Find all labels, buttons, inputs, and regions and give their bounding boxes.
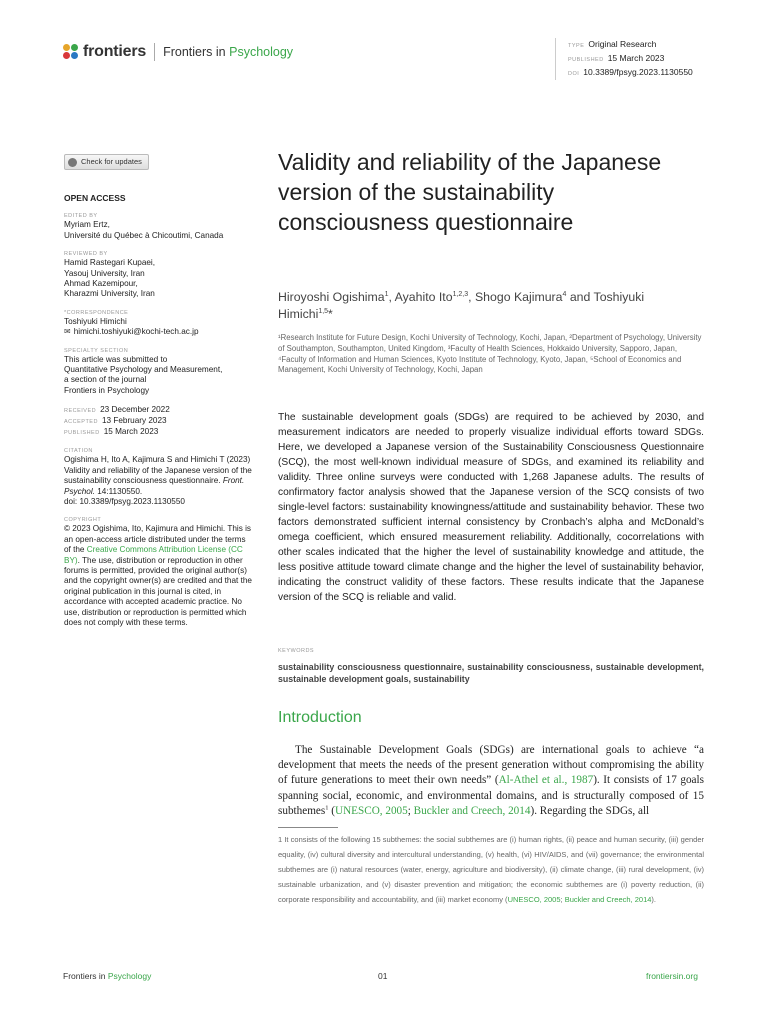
citation-link[interactable]: UNESCO, 2005: [335, 804, 408, 817]
frontiers-logo-icon: [63, 44, 79, 60]
published-label: PUBLISHED: [568, 57, 604, 63]
copyright-text: © 2023 Ogishima, Ito, Kajimura and Himichi. This is an open-access article distributed under the terms of the: [64, 524, 251, 555]
affiliations: ¹Research Institute for Future Design, Kochi University of Technology, Kochi, Japan, ²Department of Psychology, University of Southampton, Southampton, United Kingdom, ³Faculty of Health Sciences, Hokkaido University, Sapporo, Japan, ⁴Faculty of Information and Human Sciences, Kyoto Institute of Technology, Kyoto, Japan, ⁵School of Economics and Management, Kochi University of Technology, Kochi, Japan: [278, 333, 702, 375]
copyright: [64, 524, 254, 628]
correspondence-name: Toshiyuki Himichi: [64, 316, 127, 326]
keywords-label: KEYWORDS: [278, 648, 315, 654]
footnote-text: 1 It consists of the following 15 subthemes: the social subthemes are (i) human rights, (ii) peace and human security, (iii) gender equality, (iv) cultural diversity and intercultural understanding, (v) health, (vi) HIV/AIDS, and (vii) governance; the environmental subthemes are (i) natural resources (water, energy, agriculture and biodiversity), (ii) climate change, (iii) rural development, (iv) sustainable urbanization, and (v) disaster prevention and mitigation; the economic subthemes are (i) poverty reduction, (ii) corporate responsibility and accountability, and (iii) market economy (: [278, 835, 704, 904]
accepted-label: ACCEPTED: [64, 419, 98, 426]
citation-journal: Front. Psychol.: [64, 476, 245, 496]
correspondence-email[interactable]: himichi.toshiyuki@kochi-tech.ac.jp: [73, 327, 199, 337]
journal-prefix: Frontiers in: [163, 45, 226, 59]
mail-icon: ✉: [64, 327, 71, 337]
author-name[interactable]: Shogo Kajimura: [474, 290, 563, 304]
author-name[interactable]: Hiroyoshi Ogishima: [278, 290, 385, 304]
logo-dot-green: [71, 44, 78, 51]
license-link[interactable]: Creative Commons Attribution License (CC BY): [64, 545, 243, 565]
type-label: TYPE: [568, 43, 585, 49]
published-value: 15 March 2023: [607, 53, 665, 63]
author-name[interactable]: Ayahito Ito: [394, 290, 453, 304]
intro-paragraph: [278, 743, 704, 819]
keywords: sustainability consciousness questionnaire, sustainability consciousness, sustainable development, sustainable development goals, sustainability: [278, 662, 704, 684]
author-affiliation: 4: [562, 290, 567, 298]
author-list: Hiroyoshi Ogishima$^1$, Ayahito Ito$^{1,2,3}$, Shogo Kajimura$^4$ and Toshiyuki Himichi$^{1,5}$*: [278, 290, 645, 321]
article-title: Validity and reliability of the Japanese version of the sustainability consciousness questionnaire: [278, 149, 662, 235]
published-date: 15 March 2023: [103, 427, 159, 437]
abstract: The sustainable development goals (SDGs) are required to be achieved by 2030, and measurement indicators are needed to properly visualize individual efforts toward SDGs. Here, we developed a Japanese version of the Sustainability Consciousness Questionnaire (SCQ), the most well-known individual measure of SDGs, and examined its reliability and validity. Three online surveys were conducted with 1,268 Japanese adults. The results of confirmatory factor analysis showed that the Japanese version of the SCQ consists of two single-level factors: sustainability knowingness/attitude and sustainability behavior. These two factors demonstrated sufficient internal consistency by Cronbach’s alpha and McDonald’s omega coefficient, which ensured measurement reliability. Additionally, cocorrelations with other scales indicated that the higher the level of sustainability knowledge and attitude, the less positive attitude toward climate change and the higher the level of sustainability behavior, indicating the construct validity of these factors. These results indicate that the Japanese version of the SCQ is reliable and valid.: [278, 412, 704, 603]
body-text: ). Regarding the SDGs, all: [530, 804, 650, 817]
copyright-terms: . The use, distribution or reproduction in other forums is permitted, provided the original author(s) and the copyright owner(s) are credited and that the original publication in this journal is cited, in accordance with accepted academic practice. No use, distribution or reproduction is permitted which does not comply with these terms.: [64, 555, 252, 627]
check-updates-label: Check for updates: [81, 156, 142, 166]
footnote-divider: [278, 827, 338, 828]
edited-by-label: EDITED BY: [64, 213, 98, 220]
footer-site-link[interactable]: frontiersin.org: [646, 971, 698, 981]
logo-divider: [154, 43, 155, 61]
citation-text: Ogishima H, Ito A, Kajimura S and Himichi T (2023) Validity and reliability of the Japanese version of the sustainability consciousness questionnaire.: [64, 455, 252, 486]
footer-journal-name: Psychology: [107, 971, 152, 981]
author-affiliation: 1,2,3: [452, 290, 469, 298]
edited-by: Myriam Ertz, Université du Québec à Chicoutimi, Canada: [64, 220, 224, 240]
citation-link[interactable]: Al-Athel et al., 1987: [498, 774, 594, 787]
open-access-label: OPEN ACCESS: [64, 193, 126, 203]
author-name[interactable]: Toshiyuki Himichi: [278, 290, 645, 321]
footnote-ref[interactable]: 1: [325, 804, 329, 812]
correspondence-email-row: [64, 327, 254, 337]
footnote-text: ).: [651, 895, 656, 904]
footer-journal: [63, 971, 151, 981]
reviewed-by-label: REVIEWED BY: [64, 251, 108, 258]
journal-name: [163, 45, 293, 59]
article-meta: [555, 38, 693, 80]
accepted-date: 13 February 2023: [101, 416, 167, 426]
update-check-icon: [68, 158, 77, 167]
page-number: 01: [378, 971, 388, 981]
journal-logo[interactable]: [63, 43, 293, 61]
citation-link[interactable]: UNESCO, 2005: [507, 895, 561, 904]
body-text: (: [328, 804, 336, 817]
footnote: [278, 832, 704, 907]
reviewed-by: Hamid Rastegari Kupaei, Yasouj University, Iran Ahmad Kazemipour, Kharazmi University, Iran: [64, 258, 156, 299]
specialty-label: SPECIALTY SECTION: [64, 347, 129, 354]
logo-dot-orange: [63, 44, 70, 51]
correspondence-label: *CORRESPONDENCE: [64, 309, 129, 316]
received-label: RECEIVED: [64, 408, 97, 415]
corresponding-mark: *: [328, 307, 333, 321]
received-date: 23 December 2022: [100, 405, 170, 415]
footnote-text: ;: [560, 895, 565, 904]
logo-dot-blue: [71, 52, 78, 59]
author-conjunction: and: [569, 290, 591, 304]
logo-dot-red: [63, 52, 70, 59]
citation-link[interactable]: Buckler and Creech, 2014: [413, 804, 531, 817]
body-text: ). It consists of 17 goals spanning social, economic, and environmental domains, and is structurally composed of 15 subthemes: [278, 774, 704, 817]
citation-doi: 14:1130550. doi: 10.3389/fpsyg.2023.1130550: [64, 486, 185, 506]
footer-prefix: Frontiers in: [63, 971, 106, 981]
doi-label: DOI: [568, 71, 580, 77]
body-text: ;: [407, 804, 414, 817]
author-affiliation: 1,5: [318, 307, 329, 315]
frontiers-wordmark: frontiers: [83, 43, 147, 60]
journal-title: Psychology: [229, 45, 294, 59]
section-heading: Introduction: [278, 709, 362, 726]
author-affiliation: 1: [384, 290, 389, 298]
citation-label: CITATION: [64, 448, 93, 455]
doi-link[interactable]: 10.3389/fpsyg.2023.1130550: [583, 67, 693, 77]
copyright-label: COPYRIGHT: [64, 517, 102, 524]
citation-link[interactable]: Buckler and Creech, 2014: [564, 895, 652, 904]
type-value: Original Research: [588, 39, 657, 49]
check-for-updates-button[interactable]: [64, 154, 149, 170]
dates: [64, 405, 254, 438]
sidebar: [64, 154, 254, 628]
specialty-section: This article was submitted to Quantitative Psychology and Measurement, a section of the journal Frontiers in Psychology: [64, 354, 223, 395]
citation: [64, 455, 254, 507]
published-label: PUBLISHED: [64, 430, 100, 437]
body-text: The Sustainable Development Goals (SDGs) are international goals to achieve “a development that meets the needs of the present generation without compromising the ability of future generations to meet their own needs” (: [278, 744, 704, 787]
